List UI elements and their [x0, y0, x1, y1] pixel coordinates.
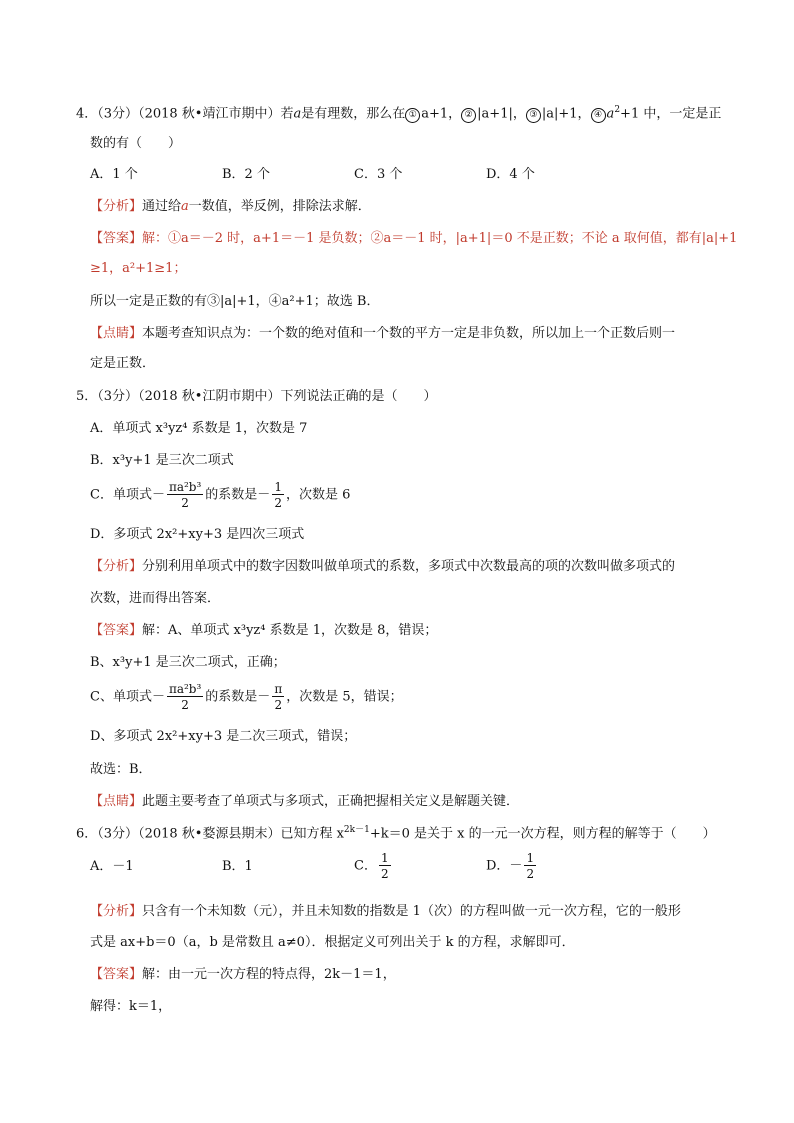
q6-analysis-line1: 【分析】只含有一个未知数（元），并且未知数的指数是 1（次）的方程叫做一元一次方程，它的一般形 — [90, 904, 681, 919]
q4-option-c: C．3 个 — [354, 167, 403, 182]
q4-stem-line1: 4．（3分）（2018 秋•靖江市期中）若a是有理数，那么在 ① a+1， ② |a+1|， ③ |a|+1， ④ $a^2+1$ 中，一定是正 — [76, 105, 722, 122]
q5-analysis-line2: 次数，进而得出答案． — [90, 591, 221, 606]
q5-answer-line3: C、单项式－ $\frac{\text{πa²b³}}{2}$ 的系数是－ $\frac{\pi}{2}$ ，次数是 5，错误； — [90, 682, 403, 712]
q4-stem-line2: 数的有（ ） — [90, 136, 182, 151]
q4-option-a: A．1 个 — [90, 167, 138, 182]
fraction: $\frac{1}{2}$ — [274, 480, 282, 510]
q4-answer-line3: 所以一定是正数的有③|a|+1，④a²+1；故选 B． — [90, 294, 380, 309]
q4-option-d: D．4 个 — [486, 167, 535, 182]
fraction: $\frac{\text{πa²b³}}{2}$ — [168, 682, 202, 712]
q4-answer-line2: ≥1，a²+1≥1； — [90, 261, 187, 276]
q5-option-c: C．单项式－ $\frac{\text{πa²b³}}{2}$ 的系数是－ $\frac{1}{2}$ ，次数是 6 — [90, 480, 351, 510]
q4-comment-line1: 【点睛】本题考查知识点为：一个数的绝对值和一个数的平方一定是非负数，所以加上一个正数后则一 — [90, 326, 676, 341]
q6-analysis-line2: 式是 ax+b＝0（a，b 是常数且 a≠0）．根据定义可列出关于 k 的方程，求解即可． — [90, 935, 575, 950]
q4-answer-line1: 【答案】解：①a＝－2 时，a+1＝－1 是负数；②a＝－1 时，|a+1|＝0 不是正数；不论 a 取何值，都有|a|+1 — [90, 231, 738, 246]
q6-option-d: D．－ $\frac{1}{2}$ — [486, 851, 535, 881]
q5-comment: 【点睛】此题主要考查了单项式与多项式，正确把握相关定义是解题关键． — [90, 794, 520, 809]
q5-answer-line1: 【答案】解：A、单项式 x³yz⁴ 系数是 1，次数是 8，错误； — [90, 623, 438, 638]
q4-option-b: B．2 个 — [222, 167, 270, 182]
q5-stem: 5．（3分）（2018 秋•江阴市期中）下列说法正确的是（ ） — [76, 389, 437, 404]
q4-comment-line2: 定是正数． — [90, 356, 156, 371]
fraction: $\frac{\text{πa²b³}}{2}$ — [168, 480, 202, 510]
q6-answer-line2: 解得：k＝1， — [90, 999, 172, 1014]
q6-answer-line1: 【答案】解：由一元一次方程的特点得，2k－1＝1， — [90, 967, 396, 982]
q6-options — [90, 852, 618, 880]
fraction: $\frac{1}{2}$ — [380, 851, 389, 881]
q5-answer-line4: D、多项式 2x²+xy+3 是二次三项式，错误； — [90, 729, 357, 744]
q4-options — [90, 168, 618, 181]
q6-option-b: B．1 — [222, 858, 253, 874]
fraction: $\frac{1}{2}$ — [526, 851, 535, 881]
fraction: $\frac{\pi}{2}$ — [274, 682, 283, 712]
q5-option-d: D．多项式 2x²+xy+3 是四次三项式 — [90, 527, 305, 542]
q5-option-a: A．单项式 x³yz⁴ 系数是 1，次数是 7 — [90, 421, 308, 436]
q4-analysis: 【分析】通过给a一数值，举反例，排除法求解． — [90, 199, 371, 214]
q5-analysis-line1: 【分析】分别利用单项式中的数字因数叫做单项式的系数，多项式中次数最高的项的次数叫做多项式的 — [90, 559, 676, 574]
q5-option-b: B．x³y+1 是三次二项式 — [90, 453, 234, 468]
q6-option-c: C． $\frac{1}{2}$ — [354, 851, 389, 881]
q5-answer-line2: B、x³y+1 是三次二项式，正确； — [90, 655, 286, 670]
q6-stem: 6．（3分）（2018 秋•婺源县期末）已知方程 $x^{2k-1}+k=0$ 是关于 x 的一元一次方程，则方程的解等于（ ） — [76, 825, 716, 842]
q6-option-a: A．－1 — [90, 858, 134, 874]
q5-answer-line5: 故选：B． — [90, 762, 152, 777]
